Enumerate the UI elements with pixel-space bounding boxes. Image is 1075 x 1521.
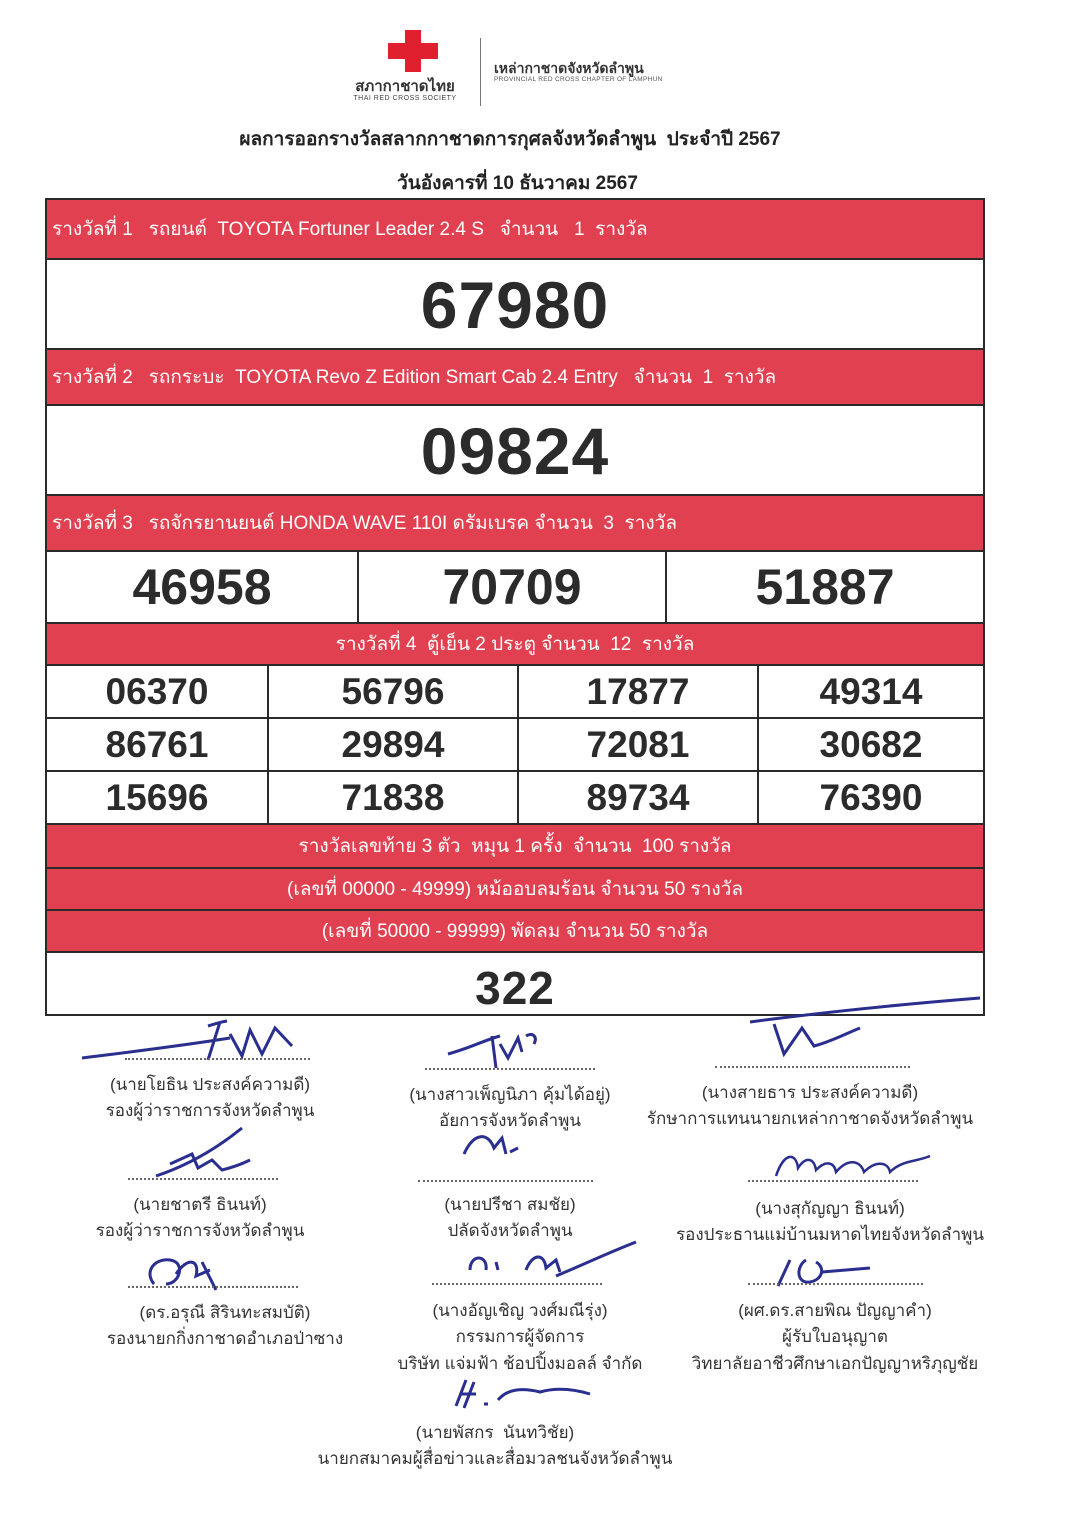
- signatory-block: [370, 1192, 650, 1245]
- prize-3-number: 70709: [357, 552, 665, 622]
- signatory-block: [65, 1300, 385, 1353]
- signatory-title: กรรมการผู้จัดการ: [455, 1327, 585, 1347]
- prize-4-number: 71838: [267, 772, 517, 823]
- signatory-name: (นางอัญเชิญ วงศ์มณีรุ่ง): [432, 1301, 608, 1320]
- org-name-th: สภากาชาดไทย: [355, 78, 455, 95]
- signatory-name: (ดร.อรุณี สิรินทะสมบัติ): [139, 1303, 311, 1322]
- signatory-title: รักษาการแทนนายกเหล่ากาชาดจังหวัดลำพูน: [646, 1109, 974, 1129]
- signatory-title: ปลัดจังหวัดลำพูน: [447, 1221, 573, 1241]
- signatory-block: [60, 1192, 340, 1245]
- signatory-title: รองประธานแม่บ้านมหาดไทยจังหวัดลำพูน: [676, 1225, 984, 1245]
- prize-4-label: รางวัลที่ 4 ตู้เย็น 2 ประตู จำนวน 12 รางวัล: [47, 622, 983, 664]
- signatory-title: นายกสมาคมผู้สื่อข่าวและสื่อมวลชนจังหวัดลำพูน: [317, 1449, 673, 1469]
- signature-ink: [440, 1022, 560, 1072]
- signature-ink: [460, 1240, 640, 1286]
- prize-2-number: 09824: [47, 404, 983, 496]
- last3-range-a: (เลขที่ 00000 - 49999) หม้ออบลมร้อน จำนวน 50 รางวัล: [47, 867, 983, 909]
- last3-number: 322: [47, 951, 983, 1016]
- signature-ink: [770, 1246, 880, 1292]
- signature-line: [748, 1180, 918, 1182]
- prize-4-number: 29894: [267, 719, 517, 770]
- signature-ink: [440, 1374, 600, 1414]
- signatory-title: อัยการจังหวัดลำพูน: [439, 1111, 581, 1131]
- signatory-name: (นายพัสกร นันทวิชัย): [415, 1423, 575, 1442]
- signature-ink: [710, 994, 990, 1064]
- signatory-block: [370, 1082, 650, 1135]
- signatory-block: [665, 1196, 995, 1249]
- signatory-block: [70, 1072, 350, 1125]
- last3-range-b: (เลขที่ 50000 - 99999) พัดลม จำนวน 50 รางวัล: [47, 909, 983, 951]
- last3-label: รางวัลเลขท้าย 3 ตัว หมุน 1 ครั้ง จำนวน 100 รางวัล: [47, 823, 983, 867]
- signature-line: [748, 1283, 923, 1285]
- chapter-name-en: PROVINCIAL RED CROSS CHAPTER OF LAMPHUN: [494, 76, 663, 83]
- prize-4-grid: [47, 664, 983, 823]
- signatory-organization: วิทยาลัยอาชีวศึกษาเอกปัญญาหริภุญชัย: [691, 1353, 979, 1373]
- signatory-block: [375, 1298, 665, 1377]
- signatory-name: (นายชาตรี ธินนท์): [133, 1195, 267, 1214]
- document-title: ผลการออกรางวัลสลากกาชาดการกุศลจังหวัดลำพูน ประจำปี 2567: [239, 129, 781, 150]
- signature-line: [425, 1068, 595, 1070]
- red-cross-icon: [388, 30, 438, 72]
- signatory-name: (นายปรีชา สมชัย): [444, 1195, 576, 1214]
- signatory-name: (นางสาวเพ็ญนิภา คุ้มได้อยู่): [409, 1085, 611, 1104]
- signatory-block: [300, 1420, 690, 1473]
- prize-3-number: 51887: [665, 552, 983, 622]
- prize-4-number: 76390: [757, 772, 983, 823]
- chapter-name-th: เหล่ากาชาดจังหวัดลำพูน: [494, 60, 644, 76]
- signatory-title: รองผู้ว่าราชการจังหวัดลำพูน: [105, 1101, 315, 1121]
- prize-4-number: 17877: [517, 666, 757, 717]
- logo-divider: [480, 38, 481, 106]
- prize-3-number: 46958: [132, 559, 272, 615]
- signature-line: [128, 1286, 298, 1288]
- prize-4-number: 86761: [105, 723, 209, 765]
- signatory-block: [665, 1298, 1005, 1377]
- org-name-en: THAI RED CROSS SOCIETY: [353, 95, 457, 102]
- prize-4-number: 89734: [517, 772, 757, 823]
- prize-4-row: [47, 717, 983, 770]
- signatory-title: รองผู้ว่าราชการจังหวัดลำพูน: [95, 1221, 305, 1241]
- prize-table: [45, 198, 985, 1016]
- prize-4-row: [47, 770, 983, 823]
- prize-1-number: 67980: [47, 258, 983, 350]
- signature-line: [432, 1283, 602, 1285]
- signature-line: [715, 1066, 910, 1068]
- prize-4-number: 72081: [517, 719, 757, 770]
- signatory-organization: บริษัท แจ่มฟ้า ช้อปปิ้งมอลล์ จำกัด: [397, 1353, 643, 1373]
- prize-1-label: รางวัลที่ 1 รถยนต์ TOYOTA Fortuner Leader 2.4 S จำนวน 1 รางวัล: [47, 200, 983, 258]
- prize-4-number: 15696: [105, 776, 209, 818]
- prize-4-number: 56796: [267, 666, 517, 717]
- prize-2-label: รางวัลที่ 2 รถกระบะ TOYOTA Revo Z Edition Smart Cab 2.4 Entry จำนวน 1 รางวัล: [47, 348, 983, 404]
- signatory-name: (นายโยธิน ประสงค์ความดี): [109, 1075, 311, 1094]
- prize-4-number: 30682: [757, 719, 983, 770]
- signatory-name: (นางสายธาร ประสงค์ความดี): [701, 1083, 919, 1102]
- signature-line: [418, 1180, 593, 1182]
- signatory-name: (นางสุกัญญา ธินนท์): [755, 1199, 905, 1218]
- signatory-title: ผู้รับใบอนุญาต: [782, 1327, 888, 1347]
- signature-line: [128, 1178, 278, 1180]
- signatory-block: [640, 1080, 980, 1133]
- prize-4-number: 06370: [105, 670, 209, 712]
- prize-3-numbers-row: [47, 550, 983, 622]
- document-date: วันอังคารที่ 10 ธันวาคม 2567: [397, 173, 638, 194]
- signatory-name: (ผศ.ดร.สายพิณ ปัญญาคำ): [738, 1301, 932, 1320]
- prize-3-label: รางวัลที่ 3 รถจักรยานยนต์ HONDA WAVE 110I ดรัมเบรค จำนวน 3 รางวัล: [47, 494, 983, 550]
- signatory-title: รองนายกกิ่งกาชาดอำเภอป่าซาง: [106, 1329, 344, 1349]
- signature-line: [125, 1058, 310, 1060]
- prize-4-number: 49314: [757, 666, 983, 717]
- signature-ink: [150, 1124, 260, 1184]
- prize-4-row: [47, 664, 983, 717]
